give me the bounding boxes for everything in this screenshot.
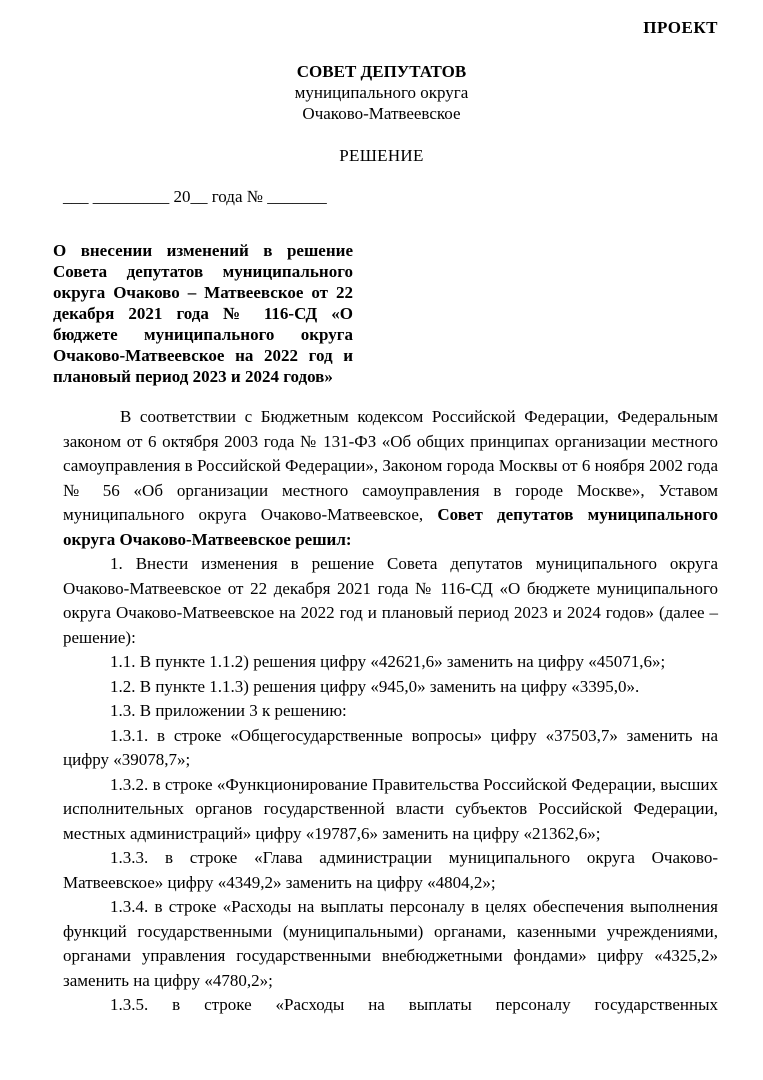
draft-stamp: ПРОЕКТ: [643, 18, 718, 37]
item-1-3-5: 1.3.5. в строке «Расходы на выплаты персоналу государственных: [110, 995, 718, 1014]
item-1-3: 1.3. В приложении 3 к решению:: [110, 701, 347, 720]
item-1-1: 1.1. В пункте 1.1.2) решения цифру «42621,6» заменить на цифру «45071,6»;: [110, 652, 666, 671]
item-1-2: 1.2. В пункте 1.1.3) решения цифру «945,0» заменить на цифру «3395,0».: [110, 676, 640, 696]
item-1-3-1: 1.3.1. в строке «Общегосударственные вопросы» цифру «37503,7» заменить на цифру «39078,7»;: [63, 725, 718, 769]
item-1-3-3: 1.3.3. в строке «Глава администрации муниципального округа Очаково-Матвеевское» цифру «4349,2» заменить на цифру «4804,2»;: [63, 848, 718, 892]
item-1-3-2: 1.3.2. в строке «Функционирование Правительства Российской Федерации, высших исполнительных органов государственной власти субъектов Российской Федерации, местных администраций» цифру «19787,6» заменить на цифру «21362,6»;: [63, 774, 718, 843]
date-number-line: ___ _________ 20__ года № _______: [63, 187, 327, 206]
district-line: муниципального округа: [294, 83, 469, 102]
council-title: СОВЕТ ДЕПУТАТОВ: [296, 62, 467, 81]
item-1: 1. Внести изменения в решение Совета депутатов муниципального округа Очаково-Матвеевское от 22 декабря 2021 года № 116-СД «О бюджете муниципального округа Очаково-Матвеевское на 2022 год и плановый период 2023 и 2024 годов» (далее – решение):: [63, 554, 718, 647]
decision-body: [63, 405, 718, 1018]
intro-resolution: Совет депутатов муниципального округа Очаково-Матвеевское решил:: [63, 505, 718, 549]
intro-text: В соответствии с Бюджетным кодексом Российской Федерации, Федеральным законом от 6 октября 2003 года № 131-ФЗ «Об общих принципах организации местного самоуправления в Российской Федерации», Законом города Москвы от 6 ноября 2002 года № 56 «Об организации местного самоуправления в городе Москве», Уставом муниципального округа Очаково-Матвеевское,: [63, 407, 718, 524]
decision-title: РЕШЕНИЕ: [339, 146, 424, 165]
item-1-3-4: 1.3.4. в строке «Расходы на выплаты персоналу в целях обеспечения выполнения функций государственными (муниципальными) органами, казенными учреждениями, органами управления государственными внебюджетными фондами» цифру «4325,2» заменить на цифру «4780,2»;: [63, 897, 718, 990]
intro-paragraph: [63, 405, 718, 552]
decision-subject: О внесении изменений в решение Совета депутатов муниципального округа Очаково – Матвеевское от 22 декабря 2021 года № 116-СД «О бюджете муниципального округа Очаково-Матвеевское на 2022 год и плановый период 2023 и 2024 годов»: [53, 241, 353, 386]
district-name: Очаково-Матвеевское: [302, 104, 461, 123]
